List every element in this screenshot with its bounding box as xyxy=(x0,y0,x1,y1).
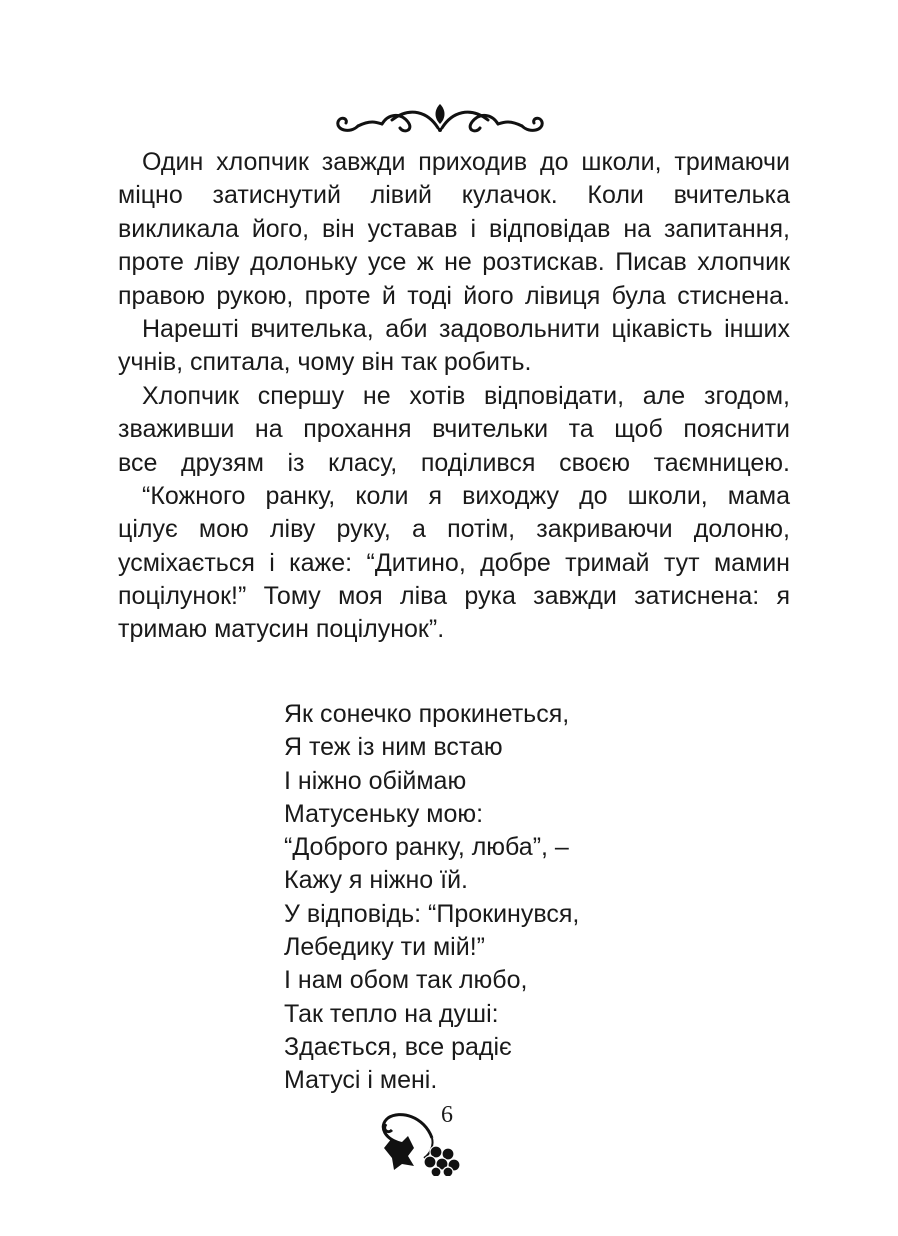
text-line: учнів, спитала, чому він так робить. xyxy=(118,348,532,377)
text-line: правою рукою, проте й тоді його лівиця була стиснена. xyxy=(118,281,790,310)
poem-line: Матусеньку мою: xyxy=(284,799,484,828)
poem-line: І ніжно обіймаю xyxy=(284,766,467,795)
text-line: “Кожного ранку, коли я виходжу до школи, мама xyxy=(142,481,790,510)
page-number: 6 xyxy=(441,1102,453,1128)
poem-line: Здається, все радіє xyxy=(284,1032,512,1061)
text-line: Нарешті вчителька, аби задовольнити цікавість інших xyxy=(142,314,790,343)
poem-line: Матусі і мені. xyxy=(284,1066,438,1095)
poem-line: І нам обом так любо, xyxy=(284,966,528,995)
text-line: все друзям із класу, поділився своєю таємницею. xyxy=(118,448,790,477)
paragraph xyxy=(118,313,790,380)
ornament-divider-icon xyxy=(330,98,550,138)
text-line: тримаю матусин поцілунок”. xyxy=(118,615,445,644)
text-line: цілує мою ліву руку, а потім, закриваючи долоню, xyxy=(118,515,790,544)
paragraph xyxy=(118,380,790,480)
text-line: Один хлопчик завжди приходив до школи, тримаючи xyxy=(142,148,790,176)
paragraph xyxy=(118,480,790,647)
text-line: поцілунок!” Тому моя ліва рука завжди затиснена: я xyxy=(118,582,790,611)
poem-line: Я теж із ним встаю xyxy=(284,733,503,762)
poem-line: Так тепло на душі: xyxy=(284,999,499,1028)
poem-line: Кажу я ніжно їй. xyxy=(284,866,468,895)
text-line: міцно затиснутий лівий кулачок. Коли вчителька xyxy=(118,181,790,210)
paragraph xyxy=(118,146,790,313)
text-line: викликала його, він уставав і відповідав на запитання, xyxy=(118,214,790,243)
story-text xyxy=(118,146,790,647)
poem-line: Як сонечко прокинеться, xyxy=(284,700,570,728)
text-line: зваживши на прохання вчительки та щоб пояснити xyxy=(118,415,790,444)
poem xyxy=(284,698,579,1098)
poem-line: У відповідь: “Прокинувся, xyxy=(284,899,580,928)
text-line: Хлопчик спершу не хотів відповідати, але згодом, xyxy=(142,381,790,410)
text-line: проте ліву долоньку усе ж не розтискав. Писав хлопчик xyxy=(118,248,790,277)
poem-line: “Доброго ранку, люба”, – xyxy=(284,833,569,862)
poem-line: Лебедику ти мій!” xyxy=(284,933,485,962)
text-line: усміхається і каже: “Дитино, добре тримай тут мамин xyxy=(118,548,790,577)
